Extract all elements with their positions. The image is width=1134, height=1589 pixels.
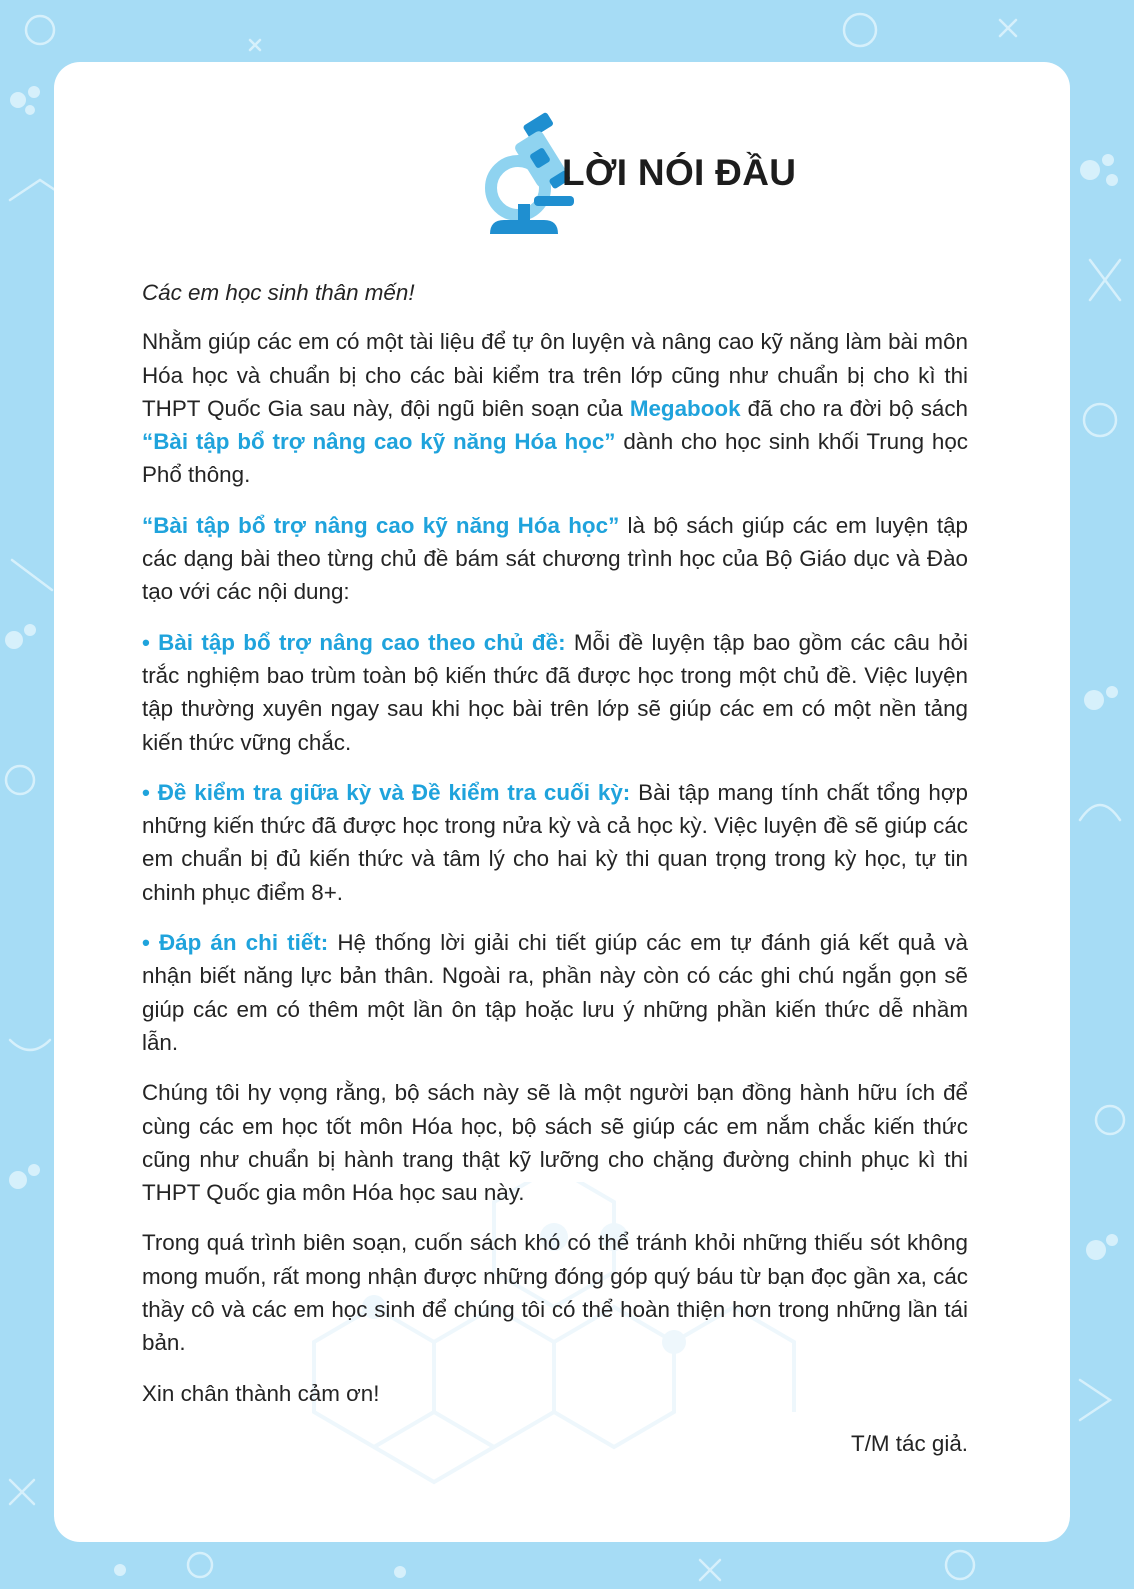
intro-text-a: Nhằm giúp các em có một tài liệu để tự ôn luyện và nâng cao kỹ năng làm bài môn Hóa học và chuẩn bị cho các bài kiểm tra trên lớp cũng như chuẩn bị cho kì thi THPT Quốc Gia sau này, đội ngũ biên soạn của — [142, 329, 968, 421]
bullet-label: • Đề kiểm tra giữa kỳ và Đề kiểm tra cuối kỳ: — [142, 779, 631, 805]
greeting: Các em học sinh thân mến! — [142, 280, 415, 305]
bullet-text: Mỗi đề luyện tập bao gồm các câu hỏi trắc nghiệm bao trùm toàn bộ kiến thức đã được học trong một chủ đề. Việc luyện tập thường xuyên ngay sau khi học bài trên lớp sẽ giúp các em có một nền tảng kiến thức vững chắc. — [142, 629, 968, 755]
bullet-label: • Đáp án chi tiết: — [142, 930, 329, 956]
book-title: “Bài tập bổ trợ nâng cao kỹ năng Hóa học” — [142, 512, 620, 538]
brand-name: Megabook — [629, 395, 741, 421]
preface-page — [54, 62, 1070, 1542]
signature: T/M tác giả. — [851, 1430, 968, 1456]
book-description-text: là bộ sách giúp các em luyện tập các dạng bài theo từng chủ đề bám sát chương trình học của Bộ Giáo dục và Đào tạo với các nội dung: — [142, 512, 968, 605]
intro-text-b: đã cho ra đời bộ sách — [740, 395, 968, 421]
hope-paragraph: Chúng tôi hy vọng rằng, bộ sách này sẽ là một người bạn đồng hành hữu ích để cùng các em học tốt môn Hóa học, bộ sách sẽ giúp các em nắm chắc kiến thức cũng như chuẩn bị hành trang thật kỹ lưỡng cho chặng đường chinh phục kì thi THPT Quốc gia môn Hóa học sau này. — [142, 1080, 968, 1206]
book-title: “Bài tập bổ trợ nâng cao kỹ năng Hóa học” — [142, 429, 616, 455]
intro-text-c: dành cho học sinh khối Trung học Phổ thông. — [142, 429, 968, 488]
bullet-item — [142, 926, 968, 1059]
bullet-text: Bài tập mang tính chất tổng hợp những kiến thức đã được học trong nửa kỳ và cả học kỳ. Việc luyện đề sẽ giúp các em chuẩn bị đủ kiến thức và tâm lý cho hai kỳ thi quan trọng trong kỳ học, tự tin chinh phục điểm 8+. — [142, 779, 968, 905]
bullet-item — [142, 626, 968, 759]
bullet-item — [142, 776, 968, 909]
intro-paragraph — [142, 325, 968, 491]
page-title: LỜI NÓI ĐẦU — [562, 152, 797, 193]
closing-line: Xin chân thành cảm ơn! — [142, 1380, 380, 1406]
feedback-paragraph: Trong quá trình biên soạn, cuốn sách khó có thể tránh khỏi những thiếu sót không mong muốn, rất mong nhận được những đóng góp quý báu từ bạn đọc gần xa, các thầy cô và các em học sinh để chúng tôi có thể hoàn thiện hơn trong những lần tái bản. — [142, 1230, 968, 1356]
bullet-label: • Bài tập bổ trợ nâng cao theo chủ đề: — [142, 629, 566, 655]
bullet-text: Hệ thống lời giải chi tiết giúp các em tự đánh giá kết quả và nhận biết năng lực bản thân. Ngoài ra, phần này còn có các ghi chú ngắn gọn sẽ giúp các em có thêm một lần ôn tập hoặc lưu ý những phần kiến thức dễ nhầm lẫn. — [142, 930, 968, 1055]
preface-body — [142, 276, 968, 1460]
book-description-paragraph — [142, 509, 968, 609]
